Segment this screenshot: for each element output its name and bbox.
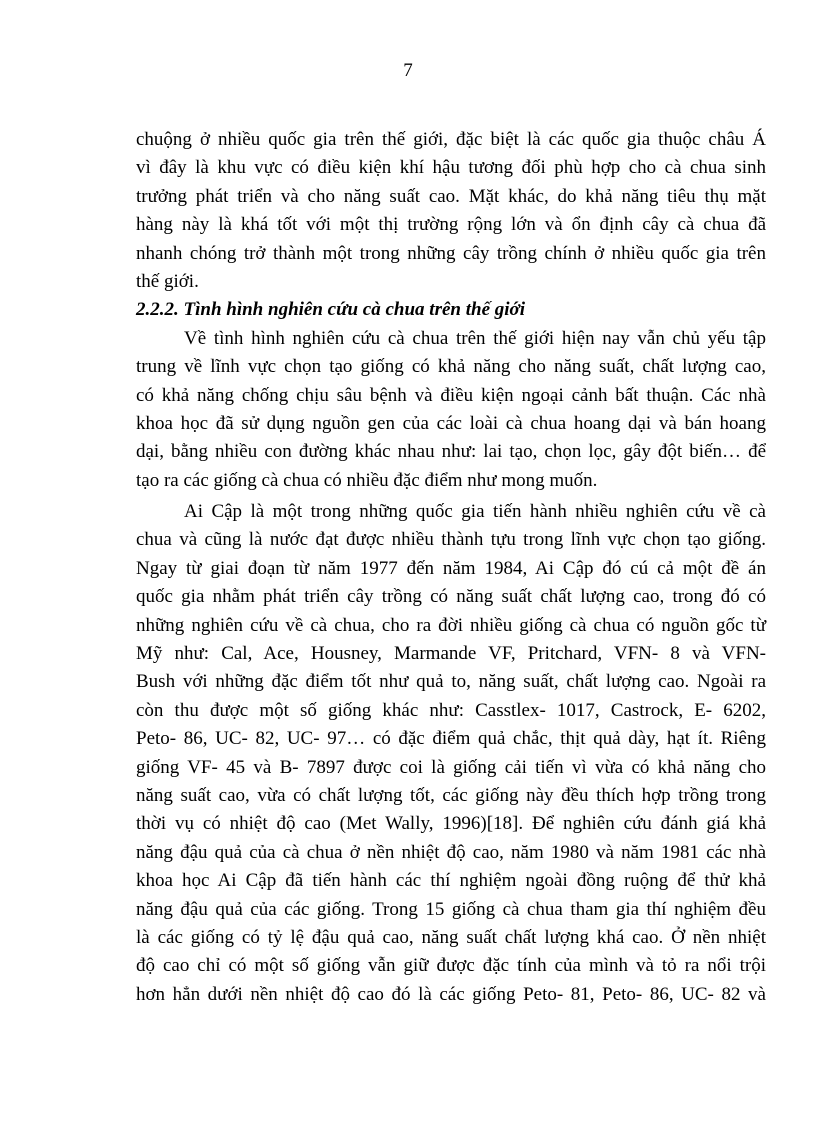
- text-line: Về tình hình nghiên cứu cà chua trên thế giới hiện nay vẫn chủ yếu tập: [184, 327, 766, 349]
- text-line: Peto- 86, UC- 82, UC- 97… có đặc điểm quả chắc, thịt quả dày, hạt ít. Riêng: [136, 728, 766, 750]
- text-line: Ngay từ giai đoạn từ năm 1977 đến năm 1984, Ai Cập đó cú cả một đề án: [136, 557, 766, 579]
- text-line: hàng này là khá tốt với một thị trường rộng lớn và ổn định cây cà chua đã: [136, 214, 766, 236]
- text-line: năng đậu quả của cà chua ở nền nhiệt độ cao, năm 1980 và năm 1981 các nhà: [136, 841, 766, 863]
- document-body: [136, 126, 766, 1009]
- text-line: còn thu được một số giống khác như: Casstlex- 1017, Castrock, E- 6202,: [136, 699, 766, 721]
- paragraph-research-overview: [136, 325, 766, 495]
- section-heading: 2.2.2. Tình hình nghiên cứu cà chua trên thế giới: [136, 299, 525, 321]
- text-line: thế giới.: [136, 270, 199, 292]
- text-line: thời vụ có nhiệt độ cao (Met Wally, 1996)[18]. Để nghiên cứu đánh giá khả: [136, 813, 766, 835]
- paragraph-egypt: [136, 498, 766, 1009]
- text-line: giống VF- 45 và B- 7897 được coi là giống cải tiến vì vừa có khả năng cho: [136, 756, 766, 778]
- text-line: khoa học đã sử dụng nguồn gen của các loài cà chua hoang dại và bán hoang: [136, 412, 766, 434]
- text-line: những nghiên cứu về cà chua, cho ra đời nhiều giống cà chua có nguồn gốc từ: [136, 614, 766, 636]
- text-line: có khả năng chống chịu sâu bệnh và điều kiện ngoại cảnh bất thuận. Các nhà: [136, 384, 766, 406]
- text-line: là các giống có tỷ lệ đậu quả cao, năng suất chất lượng khá cao. Ở nền nhiệt: [136, 926, 766, 948]
- text-line: độ cao chỉ có một số giống vẫn giữ được đặc tính của mình và tỏ ra nổi trội: [136, 955, 766, 977]
- text-line: tạo ra các giống cà chua có nhiều đặc điểm như mong muốn.: [136, 469, 598, 491]
- text-line: nhanh chóng trở thành một trong những cây trồng chính ở nhiều quốc gia trên: [136, 242, 766, 264]
- text-line: trung về lĩnh vực chọn tạo giống có khả năng cho năng suất, chất lượng cao,: [136, 356, 766, 378]
- text-line: chuộng ở nhiều quốc gia trên thế giới, đặc biệt là các quốc gia thuộc châu Á: [136, 129, 766, 150]
- page-number: 7: [403, 60, 413, 81]
- text-line: trưởng phát triển và cho năng suất cao. Mặt khác, do khả năng tiêu thụ mặt: [136, 185, 766, 207]
- text-line: quốc gia nhằm phát triển cây trồng có năng suất chất lượng cao, trong đó có: [136, 586, 766, 608]
- text-line: Mỹ như: Cal, Ace, Housney, Marmande VF, Pritchard, VFN- 8 và VFN-: [136, 643, 766, 665]
- text-line: hơn hẳn dưới nền nhiệt độ cao đó là các giống Peto- 81, Peto- 86, UC- 82 và: [136, 983, 766, 1005]
- text-line: năng suất cao, vừa có chất lượng tốt, các giống này đều thích hợp trồng trong: [136, 784, 766, 806]
- text-line: Bush với những đặc điểm tốt như quả to, năng suất, chất lượng cao. Ngoài ra: [136, 671, 766, 693]
- text-line: năng đậu quả của các giống. Trong 15 giống cà chua tham gia thí nghiệm đều: [136, 898, 766, 920]
- text-line: chua và cũng là nước đạt được nhiều thành tựu trong lĩnh vực chọn tạo giống.: [136, 529, 766, 551]
- paragraph-continuation: [136, 126, 766, 296]
- text-line: dại, bằng nhiều con đường khác nhau như: lai tạo, chọn lọc, gây đột biến… để: [136, 441, 766, 463]
- text-line: Ai Cập là một trong những quốc gia tiến hành nhiều nghiên cứu về cà: [184, 501, 766, 523]
- text-line: khoa học Ai Cập đã tiến hành các thí nghiệm ngoài đồng ruộng để thử khả: [136, 870, 766, 892]
- text-line: vì đây là khu vực có điều kiện khí hậu tương đối phù hợp cho cà chua sinh: [136, 157, 766, 179]
